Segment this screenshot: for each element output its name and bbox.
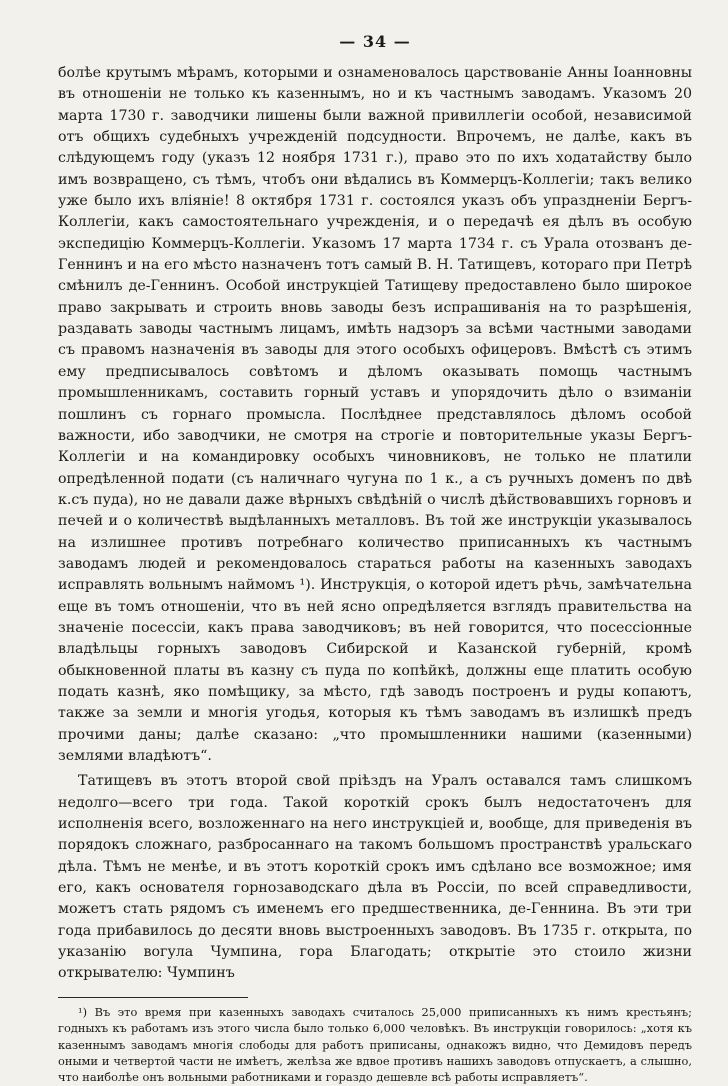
- main-text: [58, 63, 692, 985]
- footnote-divider: [58, 997, 248, 998]
- paragraph-2: Татищевъ въ этотъ второй свой пріѣздъ на Уралъ оставался тамъ слишкомъ недолго—всего три года. Такой короткій срокъ былъ недостаточенъ для исполненія всего, возложеннаго на него инструкціей и, вообще, для приведенія въ порядокъ сложнаго, разбросаннаго на такомъ большомъ пространствѣ уральскаго дѣла. Тѣмъ не менѣе, и въ этотъ короткій срокъ имъ сдѣлано все возможное; имя его, какъ основателя горнозаводскаго дѣла въ Россіи, по всей справедливости, можетъ стать рядомъ съ именемъ его предшественника, де-Геннина. Въ эти три года прибавилось до десяти вновь выстроенныхъ заводовъ. Въ 1735 г. открыта, по указанію вогула Чумпина, гора Благодать; открытіе это стоило жизни открывателю: Чумпинъ: [58, 773, 692, 982]
- page-number: — 34 —: [339, 32, 411, 51]
- footnote: ¹) Въ это время при казенныхъ заводахъ считалось 25,000 приписанныхъ къ нимъ крестьянъ; годныхъ къ работамъ изъ этого числа было только 6,000 человѣкъ. Въ инструкціи говорилось: „хотя къ казеннымъ заводамъ многія слободы для работъ приписаны, однакожъ видно, что Демидовъ передъ оными и четвертой части не имѣетъ, желѣза же вдвое противъ нашихъ заводовъ отпускаетъ, а слышно, что наиболѣе онъ вольными работниками и гораздо дешевле всѣ работы исправляетъ“.: [58, 1004, 692, 1085]
- paragraph-1: болѣе крутымъ мѣрамъ, которыми и ознаменовалось царствованіе Анны Іоанновны въ отношеніи не только къ казеннымъ, но и къ частнымъ заводамъ. Указомъ 20 марта 1730 г. заводчики лишены были важной привиллегіи особой, независимой отъ общихъ судебныхъ учрежденій подсудности. Впрочемъ, не далѣе, какъ въ слѣдующемъ году (указъ 12 ноября 1731 г.), право это по ихъ ходатайству было имъ возвращено, съ тѣмъ, чтобъ они вѣдались въ Коммерцъ-Коллегіи; такъ велико уже было ихъ вліяніе! 8 октября 1731 г. состоялся указъ объ упраздненіи Бергъ-Коллегіи, какъ самостоятельнаго учрежденія, и о передачѣ ея дѣлъ въ особую экспедицію Коммерцъ-Коллегіи. Указомъ 17 марта 1734 г. съ Урала отозванъ де-Геннинъ и на его мѣсто назначенъ тотъ самый В. Н. Татищевъ, котораго при Петрѣ смѣнилъ де-Геннинъ. Особой инструкціей Татищеву предоставлено было широкое право закрывать и строить вновь заводы безъ испрашиванія на то разрѣшенія, раздавать заводы частнымъ лицамъ, имѣть надзоръ за всѣми частными заводами съ правомъ назначенія въ заводы для этого особыхъ офицеровъ. Вмѣстѣ съ этимъ ему предписывалось совѣтомъ и дѣломъ оказывать помощь частнымъ промышленникамъ, составить горный уставъ и упорядочить дѣло о взиманіи пошлинъ съ горнаго промысла. Послѣднее представлялось дѣломъ особой важности, ибо заводчики, не смотря на строгіе и повторительные указы Бергъ-Коллегіи и на командировку особыхъ чиновниковъ, не только не платили опредѣленной подати (съ наличнаго чугуна по 1 к., а съ ручныхъ доменъ по двѣ к.съ пуда), но не давали даже вѣрныхъ свѣдѣній о числѣ дѣйствовавшихъ горновъ и печей и о количествѣ выдѣланныхъ металловъ. Въ той же инструкціи указывалось на излишнее противъ потребнаго количество приписанныхъ къ частнымъ заводамъ людей и рекомендовалось стараться работы на казенныхъ заводахъ исправлять вольнымъ наймомъ ¹). Инструкція, о которой идетъ рѣчь, замѣчательна еще въ томъ отношеніи, что въ ней ясно опредѣляется взглядъ правительства на значеніе посессіи, какъ права заводчиковъ; въ ней говорится, что посессіонные владѣльцы горныхъ заводовъ Сибирской и Казанской губерній, кромѣ обыкновенной платы въ казну съ пуда по копѣйкѣ, должны еще платить особую подать казнѣ, яко помѣщику, за мѣсто, гдѣ заводъ построенъ и руды копаютъ, также за земли и многія угодья, которыя къ тѣмъ заводамъ въ излишкѣ предъ прочими даны; далѣе сказано: „что промышленники нашими (казенными) землями владѣютъ“.: [58, 65, 692, 764]
